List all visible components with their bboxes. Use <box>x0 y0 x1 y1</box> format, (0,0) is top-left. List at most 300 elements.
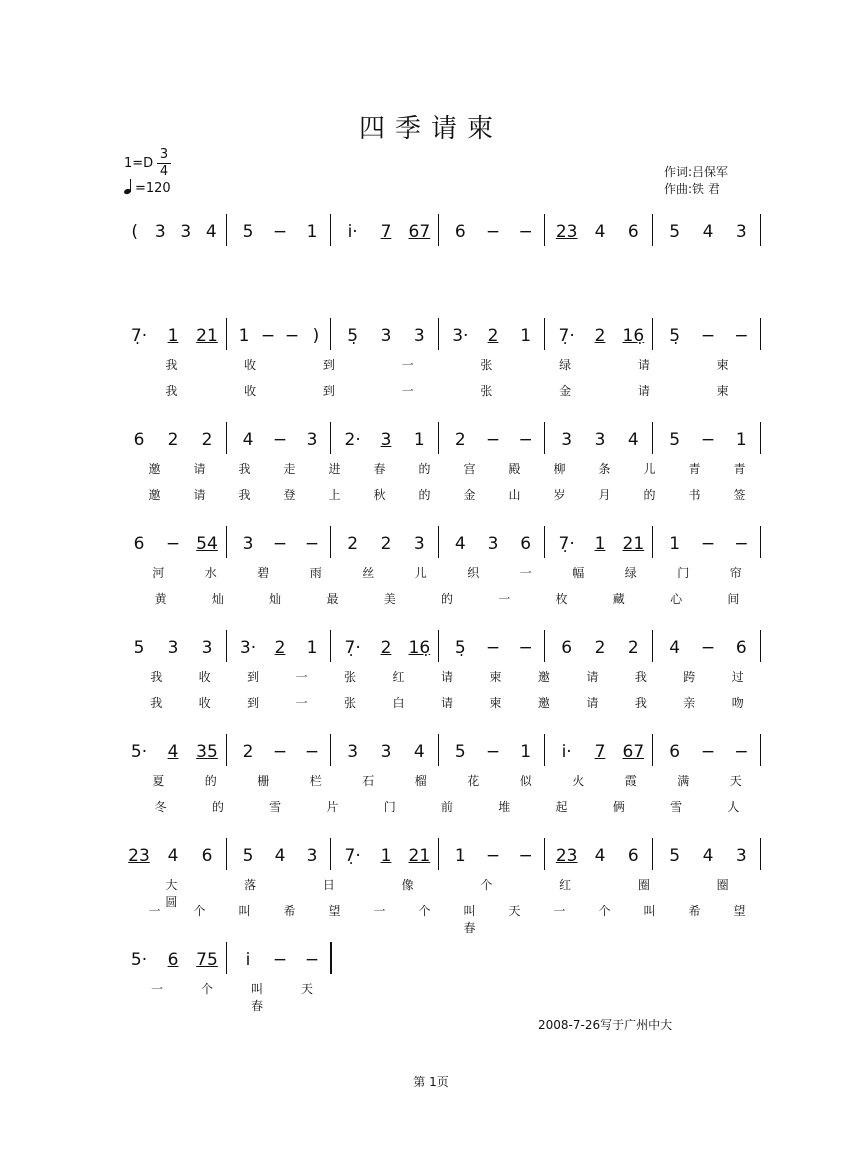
lyric-syllable: 叫春 <box>463 904 476 935</box>
note: − <box>485 222 501 242</box>
lyric-syllable: 柬 <box>716 384 729 398</box>
lyric-syllable: 到 <box>322 384 335 398</box>
note: 1 <box>735 430 747 450</box>
lyric-syllable: 一 <box>150 982 163 996</box>
lyric-syllable: 一 <box>295 696 308 710</box>
lyric-syllable: 希 <box>283 904 296 918</box>
note: − <box>734 534 749 554</box>
note: 3 <box>380 742 392 762</box>
note: 3 <box>413 326 425 346</box>
lyric-syllable: 丝 <box>362 566 375 580</box>
lyric-syllable: 请 <box>586 670 599 684</box>
note: 3· <box>239 638 257 658</box>
composition-date: 2008-7-26写于广州中大 <box>538 1018 673 1032</box>
lyric-syllable: 的 <box>643 488 656 502</box>
staff-system <box>118 630 768 720</box>
lyric-syllable: 秋 <box>373 488 386 502</box>
note: 4 <box>274 846 286 866</box>
key-signature: 1=D <box>124 156 154 171</box>
lyric-syllable: 的 <box>440 592 453 606</box>
lyric-syllable: 藏 <box>612 592 625 606</box>
lyric-syllable: 请 <box>637 358 650 372</box>
note: − <box>734 742 749 762</box>
note: 6 <box>133 534 145 554</box>
note: 1 <box>413 430 425 450</box>
lyric-syllable: 儿 <box>643 462 656 476</box>
note: 4 <box>594 222 606 242</box>
note: 54 <box>196 534 218 554</box>
note: 7 <box>380 222 392 242</box>
note: 1 <box>454 846 466 866</box>
note: 4 <box>702 846 714 866</box>
note: 3 <box>380 430 392 450</box>
note: 4 <box>669 638 681 658</box>
note: 6 <box>454 222 466 242</box>
lyric-syllable: 我 <box>165 358 178 372</box>
lyric-syllable: 上 <box>328 488 341 502</box>
note: 3 <box>242 534 254 554</box>
lyric-syllable: 前 <box>440 800 453 814</box>
lyric-syllable: 我 <box>238 488 251 502</box>
lyric-syllable: 到 <box>247 670 260 684</box>
lyric-syllable: 像 <box>401 878 414 892</box>
note: 23 <box>555 222 578 242</box>
note: 4 <box>167 846 179 866</box>
lyric-syllable: 似 <box>519 774 532 788</box>
lyric-syllable: 红 <box>392 670 405 684</box>
lyric-syllable: 请 <box>193 462 206 476</box>
lyric-syllable: 火 <box>572 774 585 788</box>
lyric-syllable: 雪 <box>269 800 282 814</box>
note: 3· <box>452 326 469 346</box>
note-row <box>118 638 768 662</box>
note: 3 <box>735 222 747 242</box>
note: 3 <box>413 534 425 554</box>
note: 6 <box>627 222 639 242</box>
note-row <box>118 742 768 766</box>
note: 7̣· <box>558 326 575 346</box>
lyric-syllable: 满 <box>677 774 690 788</box>
note: 2 <box>594 638 606 658</box>
staff-system <box>118 526 768 616</box>
lyric-syllable: 幅 <box>572 566 585 580</box>
lyric-syllable: 绿 <box>624 566 637 580</box>
composer: 作曲:铁 君 <box>664 182 720 196</box>
note: 2 <box>167 430 179 450</box>
note: 3 <box>180 222 192 242</box>
note: 4 <box>205 222 217 242</box>
lyric-syllable: 收 <box>244 384 257 398</box>
note: 2 <box>242 742 254 762</box>
note: 21 <box>408 846 431 866</box>
note: i̇· <box>347 222 358 242</box>
note: i̇· <box>561 742 572 762</box>
lyric-syllable: 个 <box>193 904 206 918</box>
note: 67 <box>622 742 645 762</box>
note: − <box>485 638 501 658</box>
lyric-syllable: 灿 <box>211 592 224 606</box>
lyric-syllable: 一 <box>498 592 511 606</box>
lyric-syllable: 间 <box>727 592 740 606</box>
note: 2 <box>380 638 392 658</box>
lyric-syllable: 我 <box>150 670 163 684</box>
note: 6 <box>201 846 213 866</box>
lyric-syllable: 请 <box>637 384 650 398</box>
note: 3 <box>380 326 392 346</box>
lyric-syllable: 望 <box>733 904 746 918</box>
lyric-syllable: 雨 <box>309 566 322 580</box>
note: 6 <box>561 638 573 658</box>
lyric-syllable: 请 <box>440 696 453 710</box>
note: 2 <box>487 326 499 346</box>
staff-system <box>118 734 768 824</box>
lyric-syllable: 到 <box>322 358 335 372</box>
note-row <box>118 950 768 974</box>
lyric-syllable: 金 <box>559 384 572 398</box>
lyric-syllable: 片 <box>326 800 339 814</box>
note: 3 <box>201 638 213 658</box>
lyric-syllable: 请 <box>193 488 206 502</box>
lyric-syllable: 红 <box>559 878 572 892</box>
note: 2 <box>347 534 359 554</box>
note: 7̣· <box>344 846 361 866</box>
lyric-syllable: 青 <box>733 462 746 476</box>
lyric-syllable: 栅 <box>257 774 270 788</box>
lyric-syllable: 个 <box>480 878 493 892</box>
lyric-syllable: 天 <box>300 982 313 996</box>
note: 1 <box>669 534 681 554</box>
note: 1 <box>167 326 179 346</box>
note: − <box>734 326 749 346</box>
staff-system <box>118 214 768 304</box>
lyric-syllable: 一 <box>553 904 566 918</box>
note: − <box>518 846 533 866</box>
lyric-syllable: 最 <box>326 592 339 606</box>
note: 6 <box>133 430 145 450</box>
lyric-syllable: 张 <box>344 670 357 684</box>
note: 1 <box>520 326 532 346</box>
lyric-syllable: 夏 <box>152 774 165 788</box>
lyric-syllable: 栏 <box>309 774 322 788</box>
note: 3 <box>487 534 499 554</box>
note: 6 <box>735 638 747 658</box>
lyric-syllable: 吻 <box>731 696 744 710</box>
lyric-syllable: 霞 <box>624 774 637 788</box>
lyric-syllable: 日 <box>322 878 335 892</box>
note: 21 <box>196 326 218 346</box>
lyric-syllable: 进 <box>328 462 341 476</box>
note: 5 <box>454 742 466 762</box>
lyric-syllable: 张 <box>480 384 493 398</box>
lyric-syllable: 一 <box>373 904 386 918</box>
note-row <box>118 222 768 246</box>
note: 3 <box>594 430 606 450</box>
time-signature <box>157 148 171 179</box>
note: − <box>260 326 276 346</box>
note: − <box>700 638 716 658</box>
note: 2 <box>201 430 213 450</box>
note: 2 <box>627 638 639 658</box>
lyric-syllable: 我 <box>165 384 178 398</box>
lyric-syllable: 织 <box>467 566 480 580</box>
lyric-syllable: 签 <box>733 488 746 502</box>
page-number: 第 1页 <box>413 1075 449 1089</box>
note: 5 <box>133 638 145 658</box>
note: 3 <box>735 846 747 866</box>
note: 3 <box>347 742 359 762</box>
note: 35 <box>196 742 218 762</box>
lyric-syllable: 望 <box>328 904 341 918</box>
lyric-syllable: 黄 <box>154 592 167 606</box>
note: 6 <box>520 534 532 554</box>
lyric-syllable: 条 <box>598 462 611 476</box>
note: 3 <box>154 222 166 242</box>
lyric-syllable: 收 <box>244 358 257 372</box>
lyric-syllable: 美 <box>383 592 396 606</box>
note: − <box>272 534 288 554</box>
note: ) <box>312 326 320 346</box>
note: 16̣ <box>408 638 431 658</box>
lyric-syllable: 绿 <box>559 358 572 372</box>
note: 4 <box>702 222 714 242</box>
lyric-syllable: 跨 <box>683 670 696 684</box>
lyric-syllable: 叫春 <box>250 982 263 1013</box>
lyric-syllable: 的 <box>418 488 431 502</box>
note: 1 <box>306 222 318 242</box>
note: 1 <box>594 534 606 554</box>
lyric-syllable: 个 <box>598 904 611 918</box>
lyric-syllable: 儿 <box>414 566 427 580</box>
note: 2 <box>594 326 606 346</box>
lyric-syllable: 雪 <box>670 800 683 814</box>
note: − <box>518 430 533 450</box>
lyric-syllable: 的 <box>211 800 224 814</box>
note: 4 <box>627 430 639 450</box>
note: 3 <box>306 430 318 450</box>
lyric-syllable: 山 <box>508 488 521 502</box>
lyric-syllable: 宫 <box>463 462 476 476</box>
note: 23 <box>128 846 150 866</box>
lyric-syllable: 青 <box>688 462 701 476</box>
lyric-syllable: 柳 <box>553 462 566 476</box>
note: − <box>700 326 716 346</box>
note: − <box>165 534 181 554</box>
lyric-syllable: 过 <box>731 670 744 684</box>
lyric-syllable: 邀 <box>537 670 550 684</box>
lyric-syllable: 柬 <box>716 358 729 372</box>
note: 1 <box>520 742 532 762</box>
note: 7̣· <box>344 638 361 658</box>
note-row <box>118 846 768 870</box>
lyric-syllable: 枚 <box>555 592 568 606</box>
note: 5 <box>669 846 681 866</box>
note: − <box>272 222 288 242</box>
lyric-syllable: 石 <box>362 774 375 788</box>
lyric-syllable: 春 <box>373 462 386 476</box>
note: 2· <box>344 430 361 450</box>
lyric-syllable: 金 <box>463 488 476 502</box>
staff-system <box>118 422 768 512</box>
note-row <box>118 430 768 454</box>
lyric-syllable: 收 <box>198 696 211 710</box>
meter-top: 3 <box>159 147 169 162</box>
note: 5 <box>242 222 254 242</box>
lyric-syllable: 河 <box>152 566 165 580</box>
lyric-syllable: 叫 <box>238 904 251 918</box>
lyric-syllable: 天 <box>508 904 521 918</box>
note: − <box>272 742 288 762</box>
note: − <box>485 846 501 866</box>
lyric-syllable: 门 <box>383 800 396 814</box>
note: 1 <box>238 326 250 346</box>
lyric-syllable: 圈 <box>637 878 650 892</box>
note: 5̣ <box>347 326 359 346</box>
lyric-syllable: 帘 <box>729 566 742 580</box>
note: − <box>518 638 533 658</box>
lyric-syllable: 书 <box>688 488 701 502</box>
note: 5· <box>130 742 148 762</box>
meter-bottom: 4 <box>159 164 169 179</box>
lyric-syllable: 我 <box>238 462 251 476</box>
lyric-syllable: 邀 <box>148 462 161 476</box>
note: 3 <box>167 638 179 658</box>
note-row <box>118 534 768 558</box>
note: 75 <box>196 950 218 970</box>
lyric-syllable: 邀 <box>537 696 550 710</box>
note: 21 <box>622 534 645 554</box>
note: 1 <box>380 846 392 866</box>
note: − <box>304 534 320 554</box>
note: 6 <box>167 950 179 970</box>
lyric-syllable: 柬 <box>489 696 502 710</box>
lyric-syllable: 人 <box>727 800 740 814</box>
note: 2 <box>274 638 286 658</box>
lyric-syllable: 月 <box>598 488 611 502</box>
note: − <box>304 950 320 970</box>
lyric-syllable: 圈 <box>716 878 729 892</box>
lyric-syllable: 大圆 <box>165 878 178 909</box>
page-title: 四季请柬 <box>358 114 503 144</box>
lyric-syllable: 登 <box>283 488 296 502</box>
note: i̇ <box>245 950 251 970</box>
note: 67 <box>408 222 431 242</box>
note: 5̣ <box>669 326 681 346</box>
lyric-syllable: 柬 <box>489 670 502 684</box>
note: 6 <box>627 846 639 866</box>
lyric-syllable: 榴 <box>414 774 427 788</box>
lyric-syllable: 张 <box>344 696 357 710</box>
note: 5 <box>669 430 681 450</box>
note: − <box>485 430 501 450</box>
lyric-syllable: 走 <box>283 462 296 476</box>
lyric-syllable: 我 <box>634 670 647 684</box>
lyric-syllable: 到 <box>247 696 260 710</box>
lyric-syllable: 水 <box>204 566 217 580</box>
note: 5̣ <box>454 638 466 658</box>
lyric-syllable: 亲 <box>683 696 696 710</box>
note: 5 <box>669 222 681 242</box>
lyric-syllable: 请 <box>440 670 453 684</box>
lyric-syllable: 一 <box>148 904 161 918</box>
note: 7̣· <box>558 534 575 554</box>
note: 4 <box>454 534 466 554</box>
note: 7̣· <box>130 326 148 346</box>
lyric-syllable: 的 <box>418 462 431 476</box>
staff-system <box>118 318 768 408</box>
lyric-syllable: 张 <box>480 358 493 372</box>
lyric-syllable: 白 <box>392 696 405 710</box>
lyric-syllable: 邀 <box>148 488 161 502</box>
note: − <box>700 430 716 450</box>
lyric-syllable: 我 <box>634 696 647 710</box>
lyric-syllable: 堆 <box>498 800 511 814</box>
note: 2 <box>380 534 392 554</box>
note: 3 <box>306 846 318 866</box>
note: − <box>284 326 300 346</box>
lyric-syllable: 叫 <box>643 904 656 918</box>
lyric-syllable: 岁 <box>553 488 566 502</box>
note: 16̣ <box>622 326 645 346</box>
lyric-syllable: 花 <box>467 774 480 788</box>
lyricist: 作词:吕保军 <box>664 165 729 179</box>
lyric-syllable: 请 <box>586 696 599 710</box>
note: 2 <box>454 430 466 450</box>
credits <box>664 164 728 198</box>
note: − <box>272 950 288 970</box>
note: − <box>700 742 716 762</box>
lyric-syllable: 我 <box>150 696 163 710</box>
lyric-syllable: 门 <box>677 566 690 580</box>
lyric-syllable: 天 <box>729 774 742 788</box>
lyric-syllable: 殿 <box>508 462 521 476</box>
lyric-syllable: 的 <box>204 774 217 788</box>
lyric-syllable: 个 <box>200 982 213 996</box>
lyric-syllable: 心 <box>670 592 683 606</box>
note: − <box>272 430 288 450</box>
note-row <box>118 326 768 350</box>
note: 5· <box>130 950 148 970</box>
note: 4 <box>167 742 179 762</box>
lyric-syllable: 一 <box>519 566 532 580</box>
note: − <box>304 742 320 762</box>
lyric-syllable: 一 <box>401 384 414 398</box>
note: 3 <box>561 430 573 450</box>
lyric-syllable: 一 <box>401 358 414 372</box>
note: 5 <box>242 846 254 866</box>
note: 4 <box>242 430 254 450</box>
note: 23 <box>555 846 578 866</box>
note: 4 <box>413 742 425 762</box>
note: − <box>518 222 533 242</box>
lyric-syllable: 落 <box>244 878 257 892</box>
lyric-syllable: 灿 <box>269 592 282 606</box>
tempo-marking <box>124 180 171 196</box>
note: 1 <box>306 638 318 658</box>
lyric-syllable: 起 <box>555 800 568 814</box>
quarter-note-icon <box>124 180 132 194</box>
note: − <box>485 742 501 762</box>
lyric-syllable: 碧 <box>257 566 270 580</box>
lyric-syllable: 收 <box>198 670 211 684</box>
tempo-value: =120 <box>135 181 171 196</box>
note: ( <box>131 222 139 242</box>
note: 7 <box>594 742 606 762</box>
lyric-syllable: 俩 <box>612 800 625 814</box>
lyric-syllable: 一 <box>295 670 308 684</box>
lyric-syllable: 冬 <box>154 800 167 814</box>
note: 4 <box>594 846 606 866</box>
note: 6 <box>669 742 681 762</box>
